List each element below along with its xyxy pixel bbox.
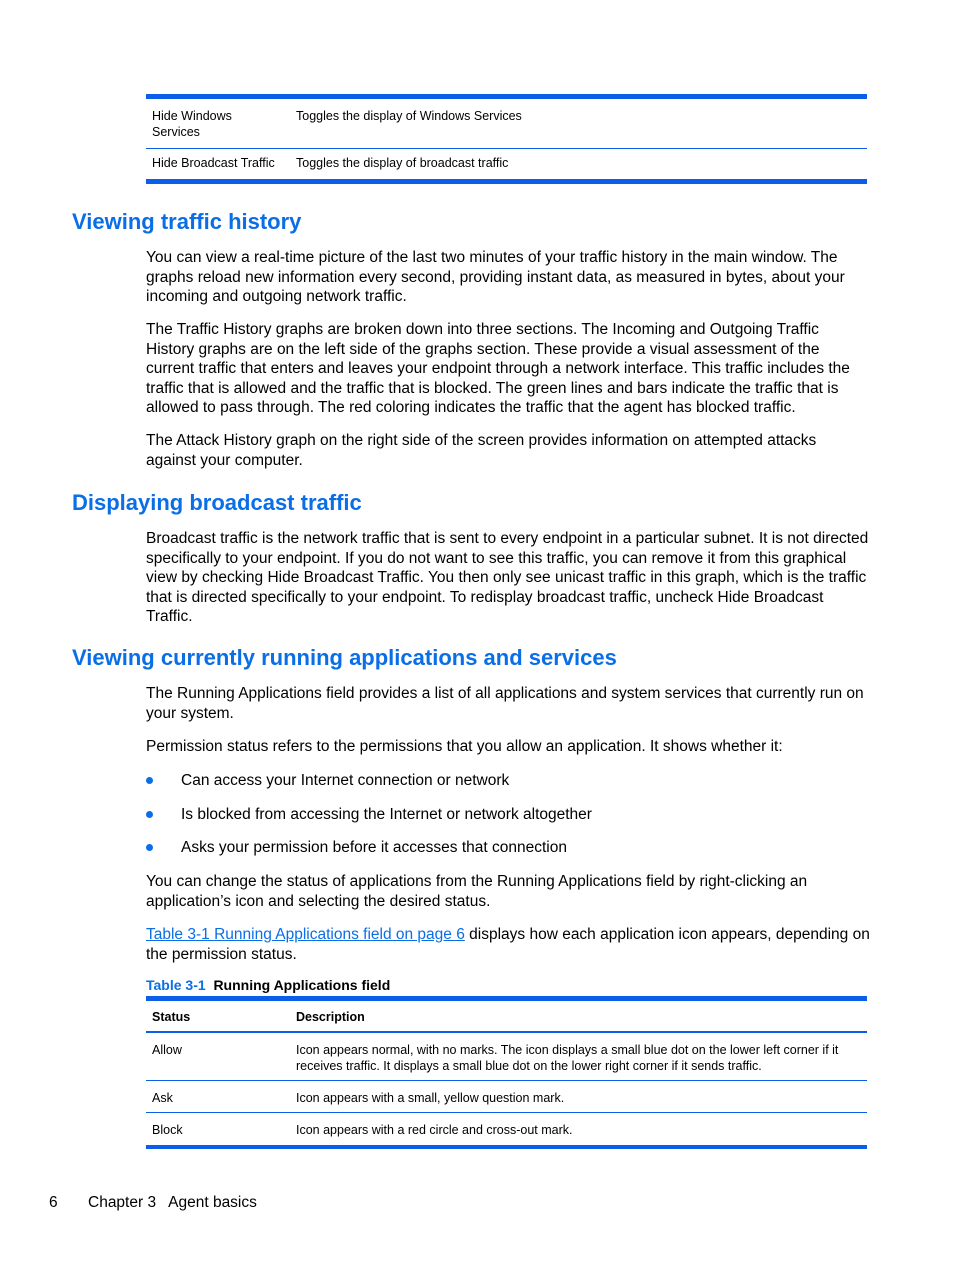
section-heading-broadcast: Displaying broadcast traffic <box>72 490 362 515</box>
running-applications-table <box>146 996 867 1149</box>
table-row <box>146 1032 867 1081</box>
table-row <box>146 1081 867 1113</box>
bullet-dot-icon <box>146 844 153 851</box>
section-heading-running-apps: Viewing currently running applications and services <box>72 645 617 670</box>
description-cell: Icon appears with a red circle and cross-out mark. <box>296 1123 573 1137</box>
options-table <box>146 94 867 184</box>
description-cell: Icon appears with a small, yellow question mark. <box>290 1081 867 1113</box>
option-description: Toggles the display of Windows Services <box>290 97 867 149</box>
description-cell: Icon appears normal, with no marks. The icon displays a small blue dot on the lower left corner if it receives traffic. It displays a small blue dot on the lower right corner if it sends traffic. <box>290 1032 867 1081</box>
bullet-dot-icon <box>146 811 153 818</box>
paragraph: The Attack History graph on the right side of the screen provides information on attempted attacks against your computer. <box>146 432 817 469</box>
table-reference-link[interactable]: Table 3-1 Running Applications field on page 6 <box>146 926 465 943</box>
paragraph: Broadcast traffic is the network traffic that is sent to every endpoint in a particular subnet. It is not directed specifically to your endpoint. If you do not want to see this traffic, you can remove it from this graphical view by checking Hide Broadcast Traffic. You then only see unicast traffic in this graph, which is the traffic that is directed specifically to your endpoint. To redisplay broadcast traffic, uncheck Hide Broadcast Traffic. <box>146 530 869 625</box>
status-cell: Ask <box>146 1081 290 1113</box>
table-caption <box>146 977 390 993</box>
table-header-row <box>146 999 867 1033</box>
paragraph: You can change the status of applications from the Running Applications field by right-clicking an application’s icon and selecting the desired status. <box>146 873 808 910</box>
option-name: Hide Windows Services <box>146 97 290 149</box>
paragraph: Permission status refers to the permissions that you allow an application. It shows whether it: <box>146 738 783 755</box>
table-caption-number: Table 3-1 <box>146 977 206 993</box>
table-row <box>146 1113 867 1148</box>
table-row <box>146 97 867 149</box>
paragraph-with-link: Table 3-1 Running Applications field on page 6 displays how each application icon appears, depending on the permission status. <box>146 926 870 963</box>
status-cell: Allow <box>146 1032 290 1081</box>
paragraph: You can view a real-time picture of the last two minutes of your traffic history in the main window. The graphs reload new information every second, providing instant data, as measured in bytes, about your incoming and outgoing network traffic. <box>146 249 845 305</box>
paragraph: The Traffic History graphs are broken down into three sections. The Incoming and Outgoing Traffic History graphs are on the left side of the graphs section. These provide a visual assessment of the current traffic that enters and leaves your endpoint through a network interface. This traffic includes the traffic that is allowed and the traffic that is blocked. The green lines and bars indicate the traffic that is allowed to pass through. The red coloring indicates the traffic that the agent has blocked traffic. <box>146 321 850 416</box>
paragraph: The Running Applications field provides a list of all applications and system services that currently run on your system. <box>146 685 864 722</box>
status-cell: Block <box>152 1123 183 1137</box>
bullet-dot-icon <box>146 777 153 784</box>
table-row <box>146 149 867 182</box>
option-description: Toggles the display of broadcast traffic <box>296 156 509 170</box>
column-header-description: Description <box>290 999 867 1033</box>
table-caption-title: Running Applications field <box>213 977 391 993</box>
section-heading-traffic-history: Viewing traffic history <box>72 209 302 234</box>
chapter-title: Chapter 3 Agent basics <box>88 1194 257 1211</box>
column-header-status: Status <box>146 999 290 1033</box>
option-name: Hide Broadcast Traffic <box>152 156 275 170</box>
page-number: 6 <box>49 1194 58 1211</box>
